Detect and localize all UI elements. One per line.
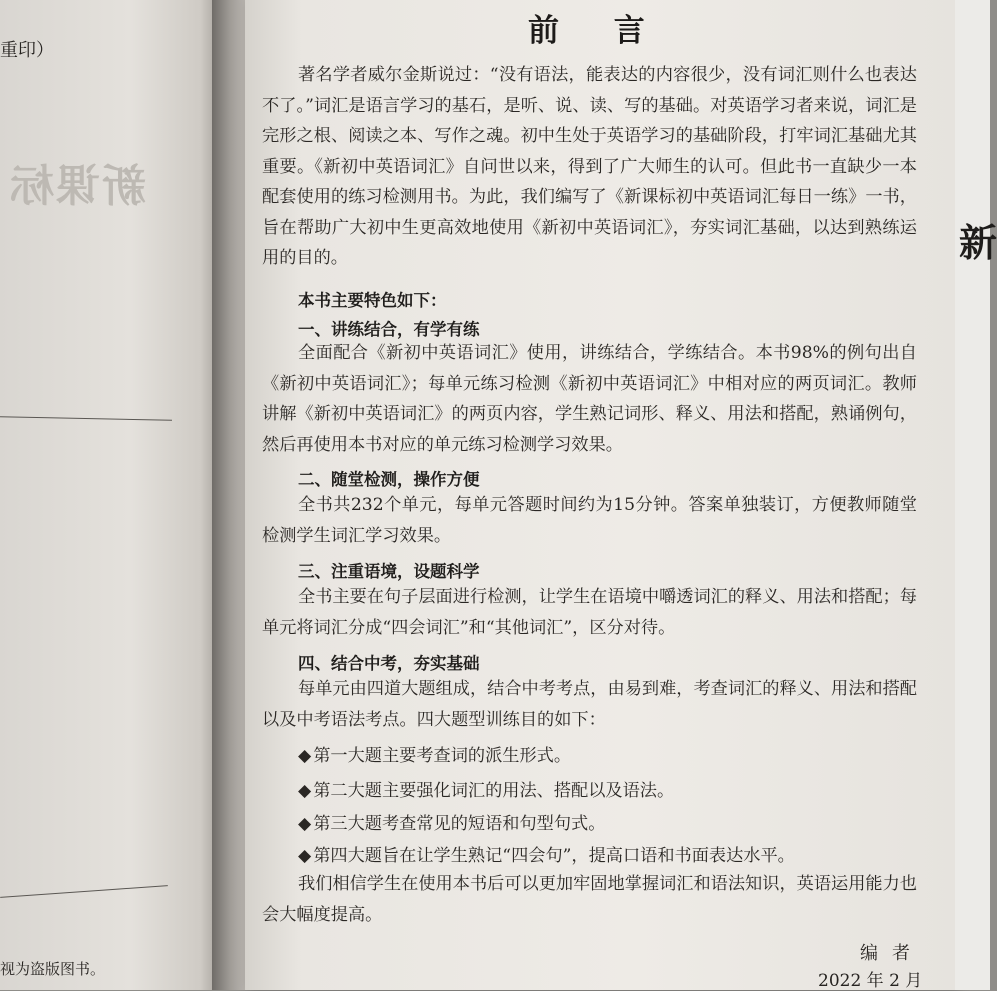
left-page (0, 0, 218, 990)
section-body-2: 全书共232个单元，每单元答题时间约为15分钟。答案单独装订，方便教师随堂检测学生词汇学习效果。 (262, 495, 917, 546)
section-body-4: 每单元由四道大题组成，结合中考考点，由易到难，考查词汇的释义、用法和搭配以及中考语法考点。四大题型训练目的如下： (262, 679, 917, 730)
diamond-bullet-icon: ◆ (298, 746, 312, 766)
signature: 编者 (860, 943, 924, 964)
diamond-bullet-icon: ◆ (298, 846, 312, 866)
left-page-rule (0, 416, 172, 421)
bullet-text: 第二大题主要强化词汇的用法、搭配以及语法。 (313, 781, 675, 801)
bullet-item (298, 741, 571, 766)
features-heading: 本书主要特色如下： (298, 291, 447, 310)
left-page-top-text: 重印） (0, 40, 54, 61)
left-page-bleed-text: 新课标 (8, 161, 146, 212)
adjacent-book-fragment: 新 (959, 221, 997, 265)
adjacent-book-edge (955, 0, 997, 990)
closing-paragraph: 我们相信学生在使用本书后可以更加牢固地掌握词汇和语法知识，英语运用能力也会大幅度提高。 (262, 874, 917, 925)
bullet-item (298, 809, 605, 834)
diamond-bullet-icon: ◆ (298, 814, 312, 834)
diamond-bullet-icon: ◆ (298, 781, 312, 801)
section-heading-4: 四、结合中考，夯实基础 (298, 654, 480, 673)
section-body-1: 全面配合《新初中英语词汇》使用，讲练结合，学练结合。本书98%的例句出自《新初中英语词汇》；每单元练习检测《新初中英语词汇》中相对应的两页词汇。教师讲解《新初中英语词汇》的两页内容，学生熟记词形、释义、用法和搭配，熟诵例句，然后再使用本书对应的单元练习检测学习效果。 (262, 343, 917, 455)
section-heading-1: 一、讲练结合，有学有练 (298, 320, 480, 339)
bullet-text: 第一大题主要考查词的派生形式。 (313, 746, 572, 766)
section-heading-3: 三、注重语境，设题科学 (298, 562, 480, 581)
bullet-item (298, 776, 674, 801)
date: 2022 年 2 月 (818, 971, 923, 991)
bullet-text: 第三大题考查常见的短语和句型句式。 (313, 814, 606, 834)
section-body-3: 全书主要在句子层面进行检测，让学生在语境中嚼透词汇的释义、用法和搭配；每单元将词汇分成“四会词汇”和“其他词汇”，区分对待。 (262, 587, 917, 638)
left-page-rule (0, 885, 168, 898)
bullet-text: 第四大题旨在让学生熟记“四会句”，提高口语和书面表达水平。 (313, 846, 795, 866)
bullet-item (298, 841, 795, 866)
section-heading-2: 二、随堂检测，操作方便 (298, 470, 480, 489)
intro-paragraph: 著名学者威尔金斯说过：“没有语法，能表达的内容很少，没有词汇则什么也表达不了。”词汇是语言学习的基石，是听、说、读、写的基础。对英语学习者来说，词汇是完形之根、阅读之本、写作之魂。初中生处于英语学习的基础阶段，打牢词汇基础尤其重要。《新初中英语词汇》自问世以来，得到了广大师生的认可。但此书一直缺少一本配套使用的练习检测用书。为此，我们编写了《新课标初中英语词汇每日一练》一书，旨在帮助广大初中生更高效地使用《新初中英语词汇》，夯实词汇基础，以达到熟练运用的目的。 (262, 65, 917, 268)
left-page-bottom-text: 视为盗版图书。 (0, 960, 106, 978)
page-title: 前 言 (528, 13, 667, 49)
